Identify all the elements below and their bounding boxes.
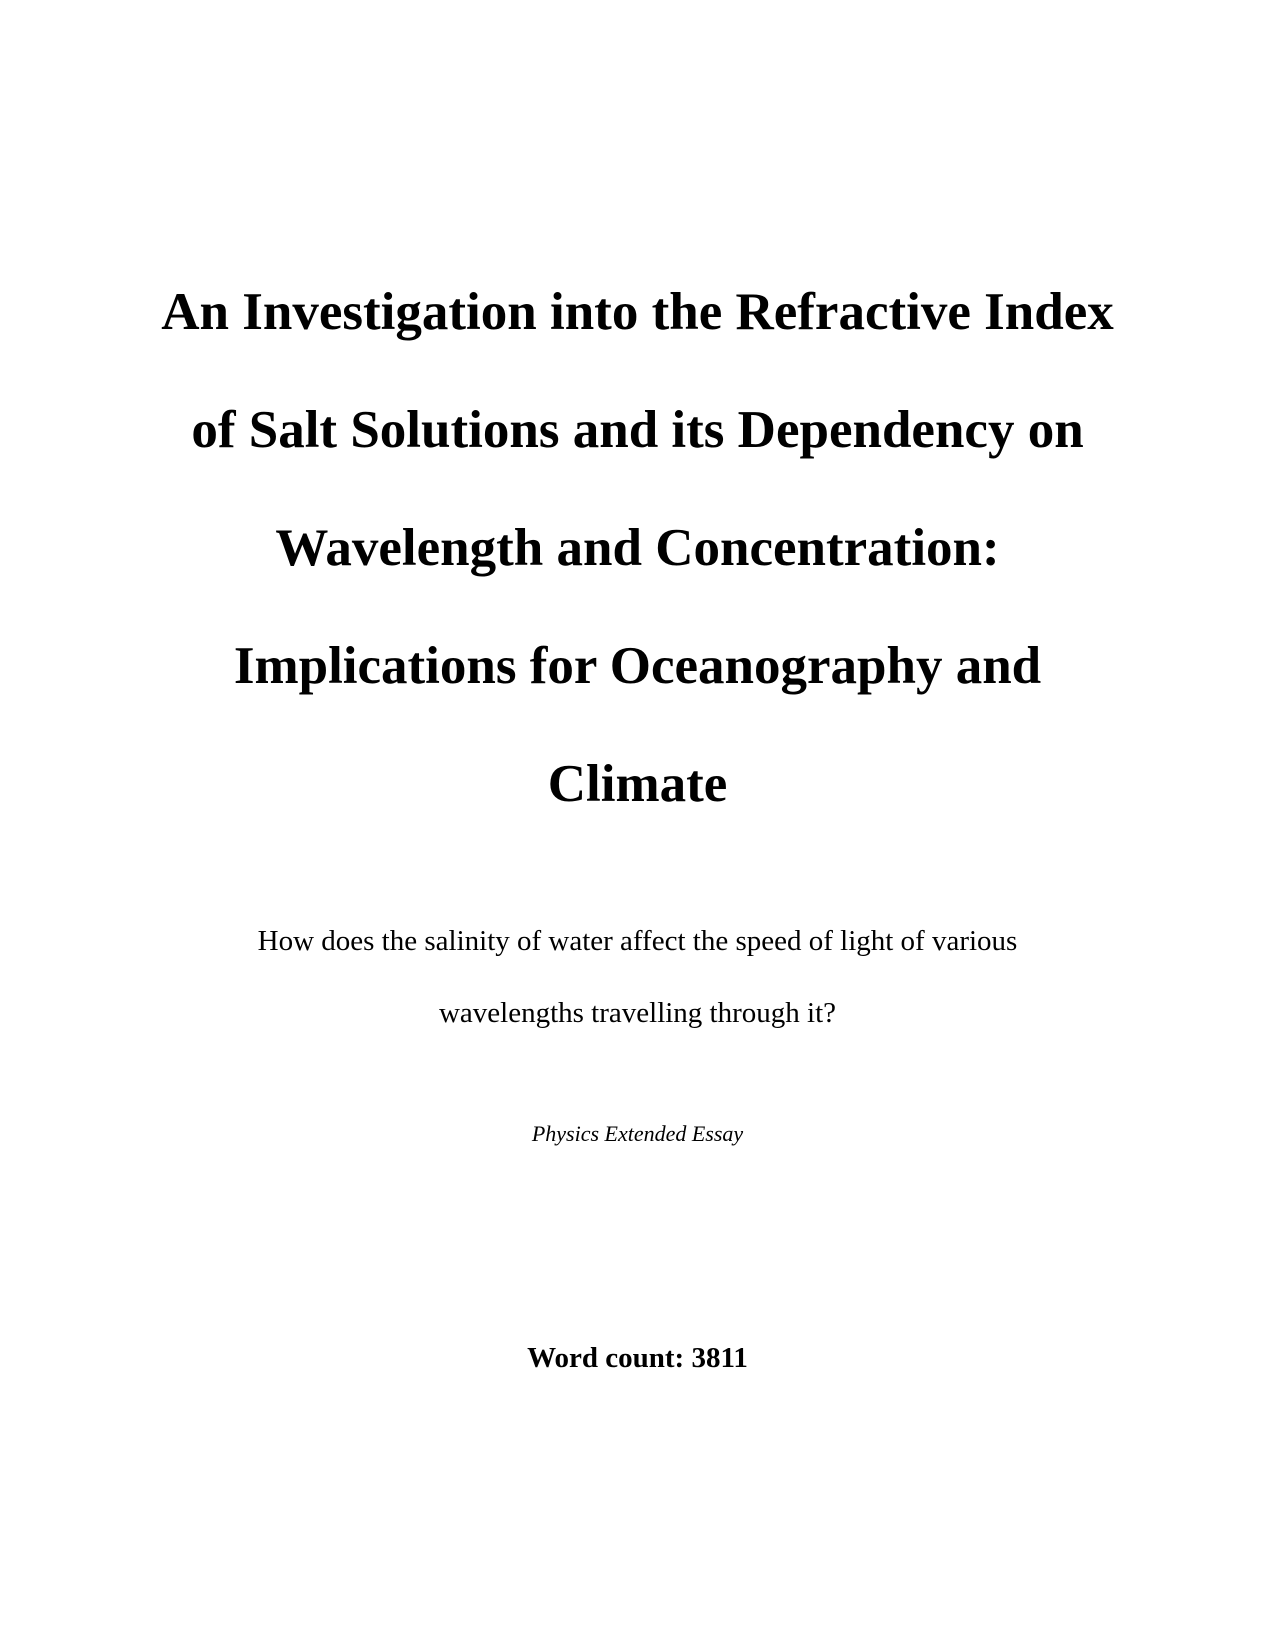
- title-line-2: of Salt Solutions and its Dependency on: [191, 401, 1084, 459]
- title-line-1: An Investigation into the Refractive Index: [161, 283, 1114, 341]
- title-line-3: Wavelength and Concentration:: [275, 519, 1000, 577]
- research-question-line-1: How does the salinity of water affect the speed of light of various: [257, 925, 1018, 957]
- title-line-5: Climate: [547, 755, 728, 813]
- title-line-4: Implications for Oceanography and: [233, 637, 1042, 695]
- research-question-line-2: wavelengths travelling through it?: [438, 997, 837, 1029]
- word-count: Word count: 3811: [527, 1342, 748, 1374]
- essay-type: Physics Extended Essay: [531, 1121, 744, 1146]
